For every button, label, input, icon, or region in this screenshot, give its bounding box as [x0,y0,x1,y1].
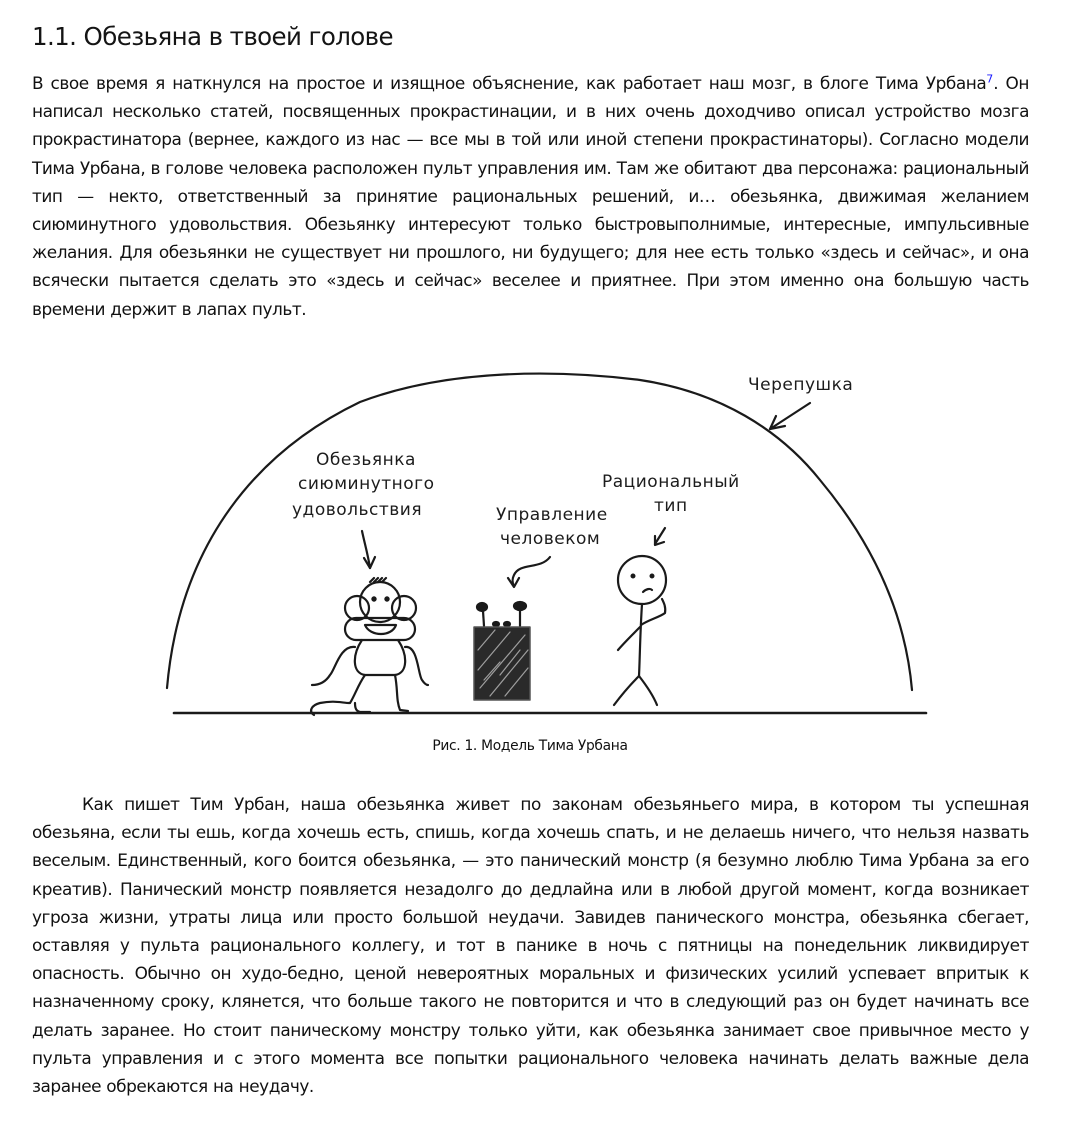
figure-caption: Рис. 1. Модель Тима Урбана [432,738,628,754]
paragraph-intro [32,69,1029,323]
label-skull: Черепушка [748,375,854,395]
label-monkey-line3: удовольствия [292,500,423,520]
monkey-drawing [311,578,428,715]
label-rational-line1: Рациональный [602,472,740,492]
paragraph-intro-text-end: . Он написал несколько статей, посвященных прокрастинации, и в них очень доходчиво описал устройство мозга прокрастинатора (вернее, каждого из нас — все мы в той или иной степени прокрастинаторы). Согласно модели Тима Урбана, в голове человека расположен пульт управления им. Там же обитают два персонажа: рациональный тип — некто, ответственный за принятие рациональных решений, и… обезьянка, движимая желанием сиюминутного удовольствия. Обезьянку интересуют только быстровыполнимые, интересные, импульсивные желания. Для обезьянки не существует ни прошлого, ни будущего; для нее есть только «здесь и сейчас», и она всячески пытается сделать это «здесь и сейчас» веселее и приятнее. При этом именно она большую часть времени держит в лапах пульт. [32,73,1029,319]
label-monkey-line1: Обезьянка [316,450,416,470]
label-control-line2: человеком [500,529,601,549]
section-title: 1.1. Обезьяна в твоей голове [32,22,393,51]
rational-guy-drawing [614,556,666,705]
illustration [0,350,1080,730]
rational-arrow-icon [655,528,665,545]
control-panel-box [474,627,530,700]
label-rational-line2: тип [654,496,688,516]
figure-urban-model [0,350,1080,730]
skull-arrow-icon [770,403,810,429]
monkey-arrow-icon [362,531,375,568]
label-monkey-line2: сиюминутного [298,474,435,494]
control-panel-drawing [477,602,526,626]
control-arrow-icon [508,557,550,587]
footnote-link[interactable]: 7 [986,72,994,86]
paragraph-monkey-world: Как пишет Тим Урбан, наша обезьянка живет по законам обезьяньего мира, в котором ты успешная обезьяна, если ты ешь, когда хочешь есть, спишь, когда хочешь спать, и не делаешь ничего, что нельзя назвать веселым. Единственный, кого боится обезьянка, — это панический монстр (я безумно люблю Тима Урбана за его креатив). Панический монстр появляется незадолго до дедлайна или в любой другой момент, когда возникает угроза жизни, утраты лица или просто большой неудачи. Завидев панического монстра, обезьянка сбегает, оставляя у пульта рационального коллегу, и тот в панике в ночь с пятницы на понедельник ликвидирует опасность. Обычно он худо-бедно, ценой невероятных моральных и физических усилий успевает впритык к назначенному сроку, клянется, что больше такого не повторится и что в следующий раз он будет начинать все делать заранее. Но стоит паническому монстру только уйти, как обезьянка занимает свое привычное место у пульта управления и с этого момента все попытки рационального человека начинать делать важные дела заранее обрекаются на неудачу. [32,794,1029,1097]
paragraph-intro-text-start: В свое время я наткнулся на простое и изящное объяснение, как работает наш мозг, в блоге Тима Урбана [32,73,987,93]
label-control-line1: Управление [496,505,608,525]
